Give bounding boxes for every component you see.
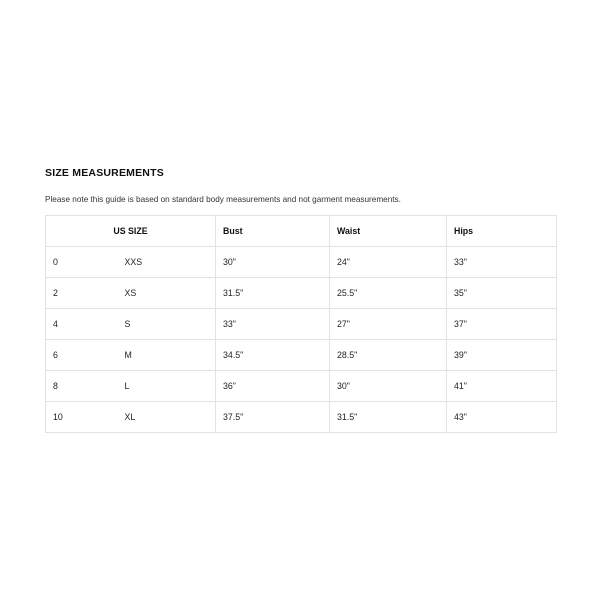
us-size-number: 0: [46, 247, 118, 278]
size-table: [45, 215, 557, 433]
header-hips: Hips: [447, 216, 557, 247]
header-waist: Waist: [330, 216, 447, 247]
hips-value: 41": [447, 371, 557, 402]
hips-value: 35": [447, 278, 557, 309]
guide-note: Please note this guide is based on standard body measurements and not garment measurements.: [45, 195, 401, 204]
us-size-number: 8: [46, 371, 118, 402]
bust-value: 37.5": [216, 402, 330, 433]
waist-value: 28.5": [330, 340, 447, 371]
table-row: [46, 309, 557, 340]
table-row: [46, 340, 557, 371]
hips-value: 43": [447, 402, 557, 433]
hips-value: 39": [447, 340, 557, 371]
header-us-size: US SIZE: [46, 216, 216, 247]
bust-value: 34.5": [216, 340, 330, 371]
bust-value: 33": [216, 309, 330, 340]
us-size-code: XS: [118, 278, 216, 309]
waist-value: 27": [330, 309, 447, 340]
us-size-number: 2: [46, 278, 118, 309]
waist-value: 25.5": [330, 278, 447, 309]
bust-value: 31.5": [216, 278, 330, 309]
us-size-code: XL: [118, 402, 216, 433]
bust-value: 36": [216, 371, 330, 402]
hips-value: 33": [447, 247, 557, 278]
table-row: [46, 278, 557, 309]
us-size-code: L: [118, 371, 216, 402]
waist-value: 30": [330, 371, 447, 402]
waist-value: 31.5": [330, 402, 447, 433]
table-row: [46, 371, 557, 402]
table-header-row: [46, 216, 557, 247]
us-size-number: 10: [46, 402, 118, 433]
size-guide: [45, 166, 556, 433]
page-title: SIZE MEASUREMENTS: [45, 167, 164, 179]
us-size-code: S: [118, 309, 216, 340]
table-row: [46, 402, 557, 433]
waist-value: 24": [330, 247, 447, 278]
header-bust: Bust: [216, 216, 330, 247]
us-size-number: 6: [46, 340, 118, 371]
hips-value: 37": [447, 309, 557, 340]
bust-value: 30": [216, 247, 330, 278]
table-row: [46, 247, 557, 278]
us-size-code: XXS: [118, 247, 216, 278]
us-size-code: M: [118, 340, 216, 371]
us-size-number: 4: [46, 309, 118, 340]
